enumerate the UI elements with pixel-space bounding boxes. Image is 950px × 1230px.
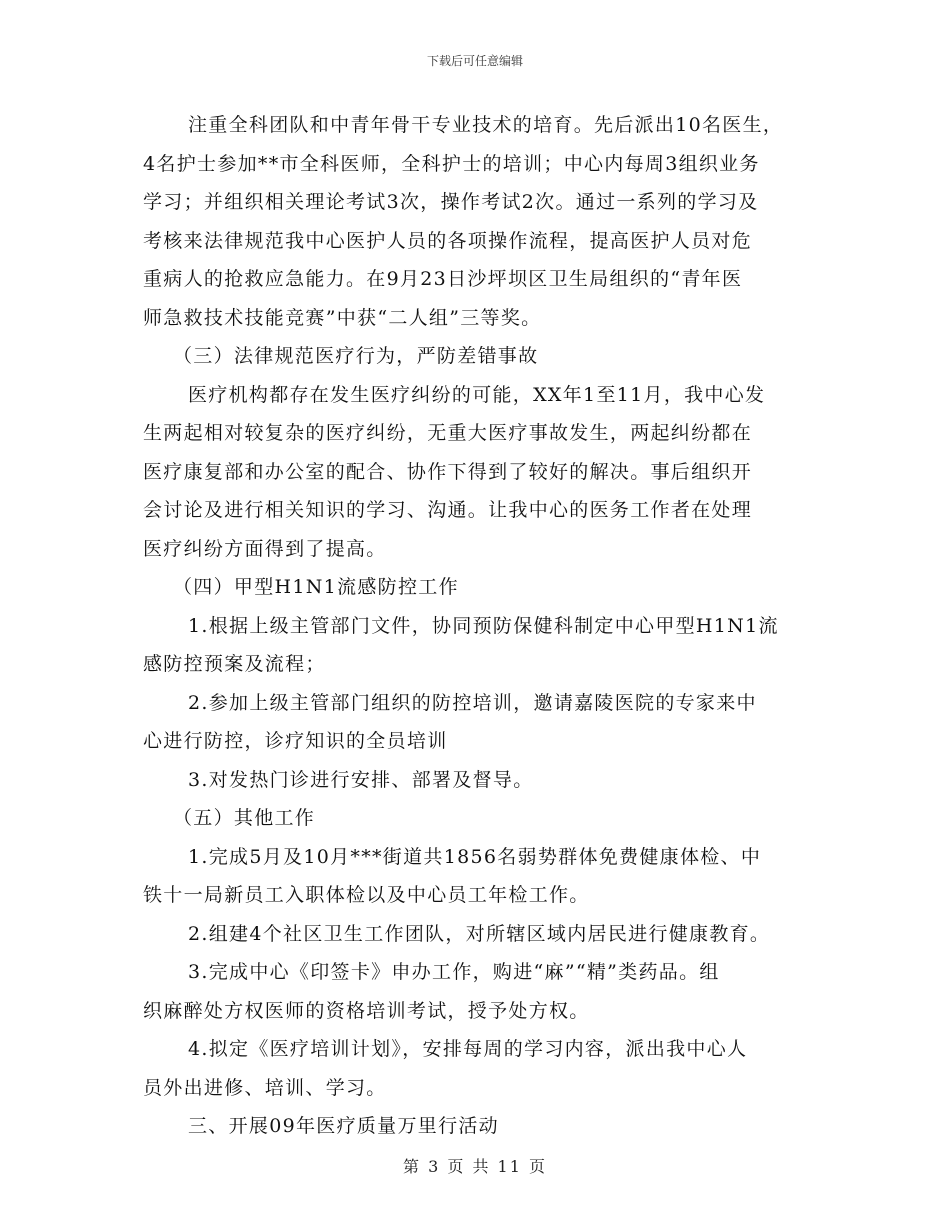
text-line: 织麻醉处方权医师的资格培训考试，授予处方权。 [143,999,590,1022]
text-line: 生两起相对较复杂的医疗纠纷，无重大医疗事故发生，两起纠纷都在 [143,422,753,444]
text-line: 员外出进修、培训、学习。 [143,1076,387,1099]
text-line: 重病人的抢救应急能力。在9月23日沙坪坝区卫生局组织的“青年医 [143,268,743,290]
text-line: 三、开展09年医疗质量万里行活动 [188,1115,499,1137]
text-line: （四）甲型H1N1流感防控工作 [173,576,459,598]
text-line: 1.完成5月及10月***街道共1856名弱势群体免费健康体检、中 [188,845,762,868]
text-line: 医疗纠纷方面得到了提高。 [143,537,387,560]
text-line: 3.完成中心《印签卡》申办工作，购进“麻”“精”类药品。组 [188,961,720,983]
text-line: 铁十一局新员工入职体检以及中心员工年检工作。 [143,884,590,906]
text-line: 感防控预案及流程； [143,653,326,675]
text-line: （五）其他工作 [173,807,316,829]
text-line: 注重全科团队和中青年骨干专业技术的培育。先后派出10名医生， [188,114,784,136]
page-footer: 第 3 页 共 11 页 [403,1157,547,1176]
text-line: （三）法律规范医疗行为，严防差错事故 [173,345,539,367]
text-line: 医疗机构都存在发生医疗纠纷的可能，XX年1至11月，我中心发 [188,383,766,406]
text-line: 2.参加上级主管部门组织的防控培训，邀请嘉陵医院的专家来中 [188,691,757,714]
page-header: 下载后可任意编辑 [426,54,523,68]
text-line: 考核来法律规范我中心医护人员的各项操作流程，提高医护人员对危 [143,229,753,252]
text-line: 会讨论及进行相关知识的学习、沟通。让我中心的医务工作者在处理 [143,499,753,521]
text-line: 医疗康复部和办公室的配合、协作下得到了较好的解决。事后组织开 [143,460,753,483]
text-line: 师急救技术技能竞赛”中获“二人组”三等奖。 [143,306,542,329]
text-line: 心进行防控，诊疗知识的全员培训 [143,730,448,752]
text-line: 1.根据上级主管部门文件，协同预防保健科制定中心甲型H1N1流 [188,614,779,637]
text-line: 2.组建4个社区卫生工作团队，对所辖区域内居民进行健康教育。 [188,922,771,945]
document-body [143,106,823,1146]
text-line: 学习；并组织相关理论考试3次，操作考试2次。通过一系列的学习及 [143,191,759,213]
text-line: 4名护士参加**市全科医师，全科护士的培训；中心内每周3组织业务 [143,152,760,175]
text-line: 3.对发热门诊进行安排、部署及督导。 [188,768,534,791]
text-line: 4.拟定《医疗培训计划》，安排每周的学习内容，派出我中心人 [188,1038,748,1060]
